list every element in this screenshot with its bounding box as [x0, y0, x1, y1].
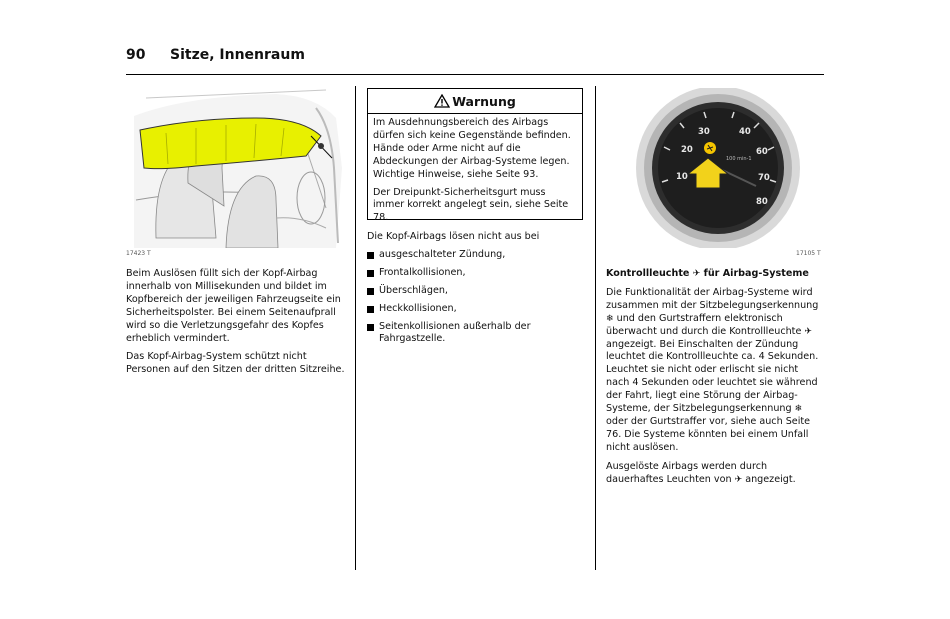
gauge-number: 10	[676, 172, 688, 182]
text-segment: Ausgelöste Airbags werden durch dauerhaftes Leuchten von	[606, 460, 768, 485]
warning-triangle-icon	[434, 94, 450, 108]
airbag-paragraph-2: Das Kopf-Airbag-System schützt nicht Personen auf den Sitzen der dritten Sitzreihe.	[126, 351, 345, 376]
section-heading	[606, 268, 824, 281]
head-airbag-drawing	[126, 88, 346, 248]
text-segment: oder der Gurtstraffer vor, siehe auch Seite 76. Die Systeme könnten bei einem Unfall nicht auslösen.	[606, 415, 811, 453]
airbag-icon: ✈	[692, 269, 701, 279]
deployed-airbag-paragraph	[606, 461, 824, 487]
figure-left-label: 17423 T	[126, 250, 151, 257]
gauge-number: 70	[758, 173, 770, 183]
list-item: Frontalkollisionen,	[367, 267, 585, 280]
column-2	[367, 231, 585, 351]
heading-part-2: für Airbag-Systeme	[703, 268, 809, 279]
gauge-number: 30	[698, 127, 710, 137]
gauge-unit-label: 100 min-1	[726, 156, 752, 162]
control-lamp-paragraph	[606, 287, 824, 455]
seat-occupancy-icon: ❄	[606, 313, 614, 324]
text-segment: angezeigt.	[745, 473, 796, 485]
warning-paragraph-2: Der Dreipunkt-Sicherheitsgurt muss immer korrekt angelegt sein, siehe Seite 78.	[373, 186, 569, 224]
list-item: Überschlägen,	[367, 285, 585, 298]
airbag-icon: ✈	[804, 326, 812, 337]
header-rule	[126, 74, 824, 75]
warning-header	[368, 89, 582, 114]
gauge-number: 40	[739, 127, 751, 137]
text-segment: und den Gurtstraffern elektronisch überwacht und durch die Kontrollleuchte	[606, 312, 802, 337]
warning-body	[373, 117, 579, 225]
airbag-paragraph-1: Beim Auslösen füllt sich der Kopf-Airbag innerhalb von Millisekunden und bildet im Kopfbereich der jeweiligen Fahrzeugseite ein Sicherheitspolster. Bei einem Seitenaufprall wird so die Verletzungsgefahr des Kopfes erheblich vermindert.	[126, 268, 341, 344]
list-item: Heckkollisionen,	[367, 303, 585, 316]
warning-box	[367, 88, 583, 224]
list-item: Seitenkollisionen außerhalb der Fahrgastzelle.	[367, 321, 585, 347]
page-number: 90	[126, 47, 146, 63]
column-3	[606, 268, 824, 487]
heading-part-1: Kontrollleuchte	[606, 268, 690, 279]
tachometer-gauge	[606, 88, 824, 248]
head-airbag-illustration	[126, 88, 346, 248]
gauge-number: 80	[756, 197, 768, 207]
warning-title: Warnung	[452, 93, 516, 109]
text-segment: angezeigt. Bei Einschalten der Zündung leuchtet die Kontrollleuchte ca. 4 Sekunden. Leuchtet sie nicht oder erlischt sie nicht nach 4 Sekunden oder leuchtet sie während der Fahrt, liegt eine Störung der Airbag-Systeme, der Sitzbelegungserkennung	[606, 338, 819, 415]
gauge-number: 20	[681, 145, 693, 155]
warning-paragraph-1: Im Ausdehnungsbereich des Airbags dürfen sich keine Gegenstände befinden. Hände oder Arme nicht auf die Abdeckungen der Airbag-Systeme legen. Wichtige Hinweise, siehe Seite 93.	[373, 117, 571, 180]
column-1	[126, 268, 346, 377]
text-segment: Die Funktionalität der Airbag-Systeme wird zusammen mit der Sitzbelegungserkennung	[606, 286, 819, 311]
column-divider-right	[595, 86, 596, 570]
seat-occupancy-icon: ❄	[794, 404, 803, 415]
list-intro: Die Kopf-Airbags lösen nicht aus bei	[367, 231, 540, 242]
instrument-cluster-illustration	[606, 88, 824, 248]
list-item: ausgeschalteter Zündung,	[367, 249, 585, 262]
column-divider-left	[355, 86, 356, 570]
figure-right-label: 17105 T	[796, 250, 821, 257]
gauge-number: 60	[756, 147, 768, 157]
airbag-icon: ✈	[734, 474, 743, 485]
page-title: Sitze, Innenraum	[170, 47, 305, 63]
exception-list	[367, 249, 585, 346]
